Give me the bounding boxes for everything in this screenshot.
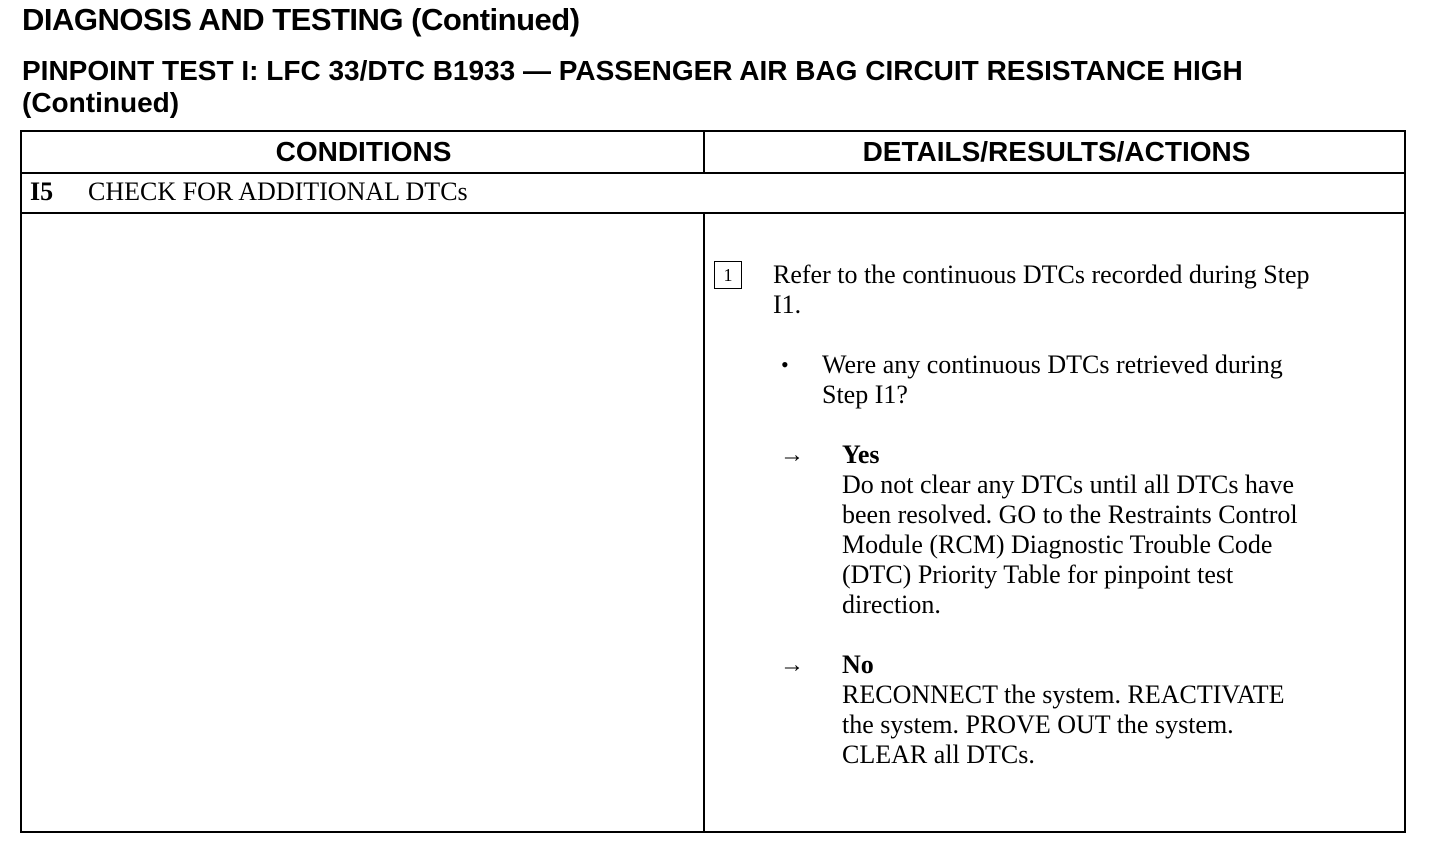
pinpoint-test-table [20, 130, 1406, 833]
yes-text-line: Do not clear any DTCs until all DTCs have [842, 470, 1295, 499]
yes-text-line: been resolved. GO to the Restraints Control [842, 500, 1298, 529]
yes-text-line: direction. [842, 590, 941, 619]
column-header-conditions: CONDITIONS [275, 136, 452, 167]
yes-text-line: Module (RCM) Diagnostic Trouble Code [842, 530, 1273, 559]
header-column-divider [703, 132, 705, 172]
body-column-divider [703, 214, 705, 833]
step-title-row [30, 176, 468, 208]
step-id: I5 [30, 177, 54, 206]
no-text-line: CLEAR all DTCs. [842, 740, 1035, 769]
action-text-line1: Refer to the continuous DTCs recorded during Step [773, 260, 1310, 289]
column-header-details: DETAILS/RESULTS/ACTIONS [862, 136, 1251, 167]
question-text-line1: Were any continuous DTCs retrieved during [822, 350, 1283, 379]
question-bullet: • [781, 352, 789, 377]
action-text-line2: I1. [773, 290, 802, 319]
yes-text-line: (DTC) Priority Table for pinpoint test [842, 560, 1234, 589]
header-divider [22, 172, 1404, 174]
yes-arrow-icon: → [780, 442, 804, 468]
page-title: DIAGNOSIS AND TESTING (Continued) [22, 2, 580, 37]
pinpoint-test-title: PINPOINT TEST I: LFC 33/DTC B1933 — PASSENGER AIR BAG CIRCUIT RESISTANCE HIGH [22, 55, 1243, 86]
no-text-line: RECONNECT the system. REACTIVATE [842, 680, 1285, 709]
no-text-line: the system. PROVE OUT the system. [842, 710, 1234, 739]
no-label: No [842, 650, 874, 679]
yes-label: Yes [842, 440, 880, 469]
no-arrow-icon: → [780, 652, 804, 678]
conditions-cell [22, 214, 703, 833]
step-title: CHECK FOR ADDITIONAL DTCs [88, 177, 468, 206]
action-number-box: 1 [714, 261, 742, 289]
question-text-line2: Step I1? [822, 380, 908, 409]
pinpoint-test-title-continued: (Continued) [22, 87, 180, 118]
